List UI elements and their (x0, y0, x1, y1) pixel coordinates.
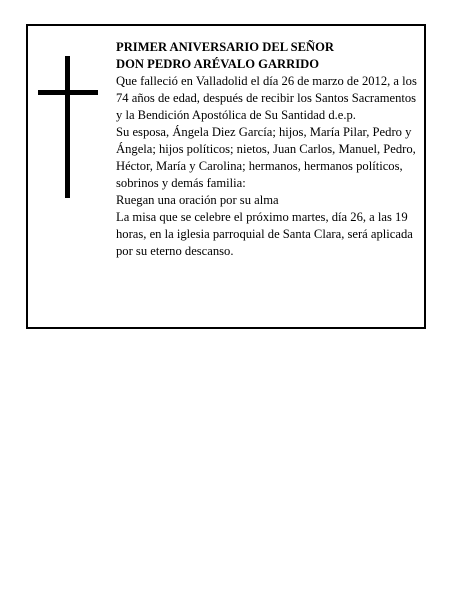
obituary-notice (26, 24, 426, 329)
prayer-request-paragraph: Ruegan una oración por su alma (116, 193, 279, 207)
title-line-2: DON PEDRO ARÉVALO GARRIDO (116, 57, 320, 71)
cross-vertical-bar (65, 56, 70, 198)
death-details-paragraph: Que falleció en Valladolid el día 26 de marzo de 2012, a los 74 años de edad, después de recibir los Santos Sacramentos y la Bendición Apostólica de Su Santidad d.e.p. (116, 74, 417, 122)
notice-text (116, 39, 424, 260)
cross-icon (38, 56, 98, 198)
mass-details-paragraph: La misa que se celebre el próximo martes, día 26, a las 19 horas, en la iglesia parroquial de Santa Clara, será aplicada por su eterno descanso. (116, 210, 413, 258)
family-paragraph: Su esposa, Ángela Diez García; hijos, María Pilar, Pedro y Ángela; hijos políticos; nietos, Juan Carlos, Manuel, Pedro, Héctor, María y Carolina; hermanos, hermanos políticos, sobrinos y demás familia: (116, 125, 416, 190)
cross-horizontal-bar (38, 90, 98, 95)
title-line-1: PRIMER ANIVERSARIO DEL SEÑOR (116, 40, 334, 54)
